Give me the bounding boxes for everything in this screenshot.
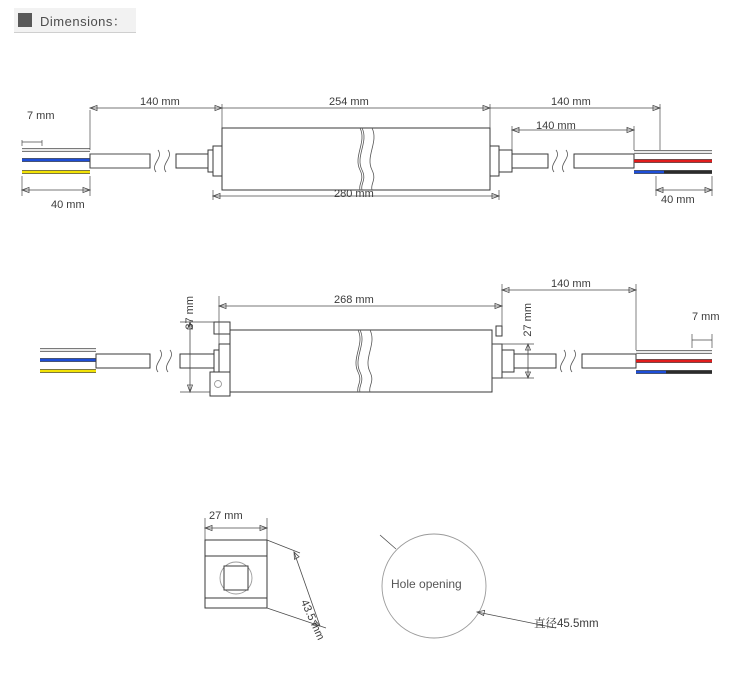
label-hole-caption: Hole opening [391, 577, 462, 591]
label-side-strip-right: 7 mm [692, 311, 720, 323]
label-top-strip-right-bottom: 40 mm [661, 194, 695, 206]
label-top-body-len: 254 mm [329, 96, 369, 108]
label-side-case-height: 27 mm [522, 303, 534, 337]
page-title: Dimensions： [40, 13, 127, 29]
label-top-strip-left-bottom: 40 mm [51, 199, 85, 211]
label-end-diagonal: 43.5 mm [298, 598, 327, 642]
label-top-lead-right2: 140 mm [536, 120, 576, 132]
label-top-lead-left: 140 mm [140, 96, 180, 108]
label-end-width: 27 mm [209, 510, 243, 522]
label-top-overall: 280 mm [334, 188, 374, 200]
label-side-lead-right: 140 mm [551, 278, 591, 290]
label-hole-diameter: 直径45.5mm [534, 618, 599, 630]
label-top-strip-left: 7 mm [27, 110, 55, 122]
top-view-group [22, 104, 712, 200]
side-view-group [40, 284, 712, 396]
label-side-body-len: 268 mm [334, 294, 374, 306]
label-side-height: 37 mm [184, 296, 196, 330]
label-top-lead-right: 140 mm [551, 96, 591, 108]
